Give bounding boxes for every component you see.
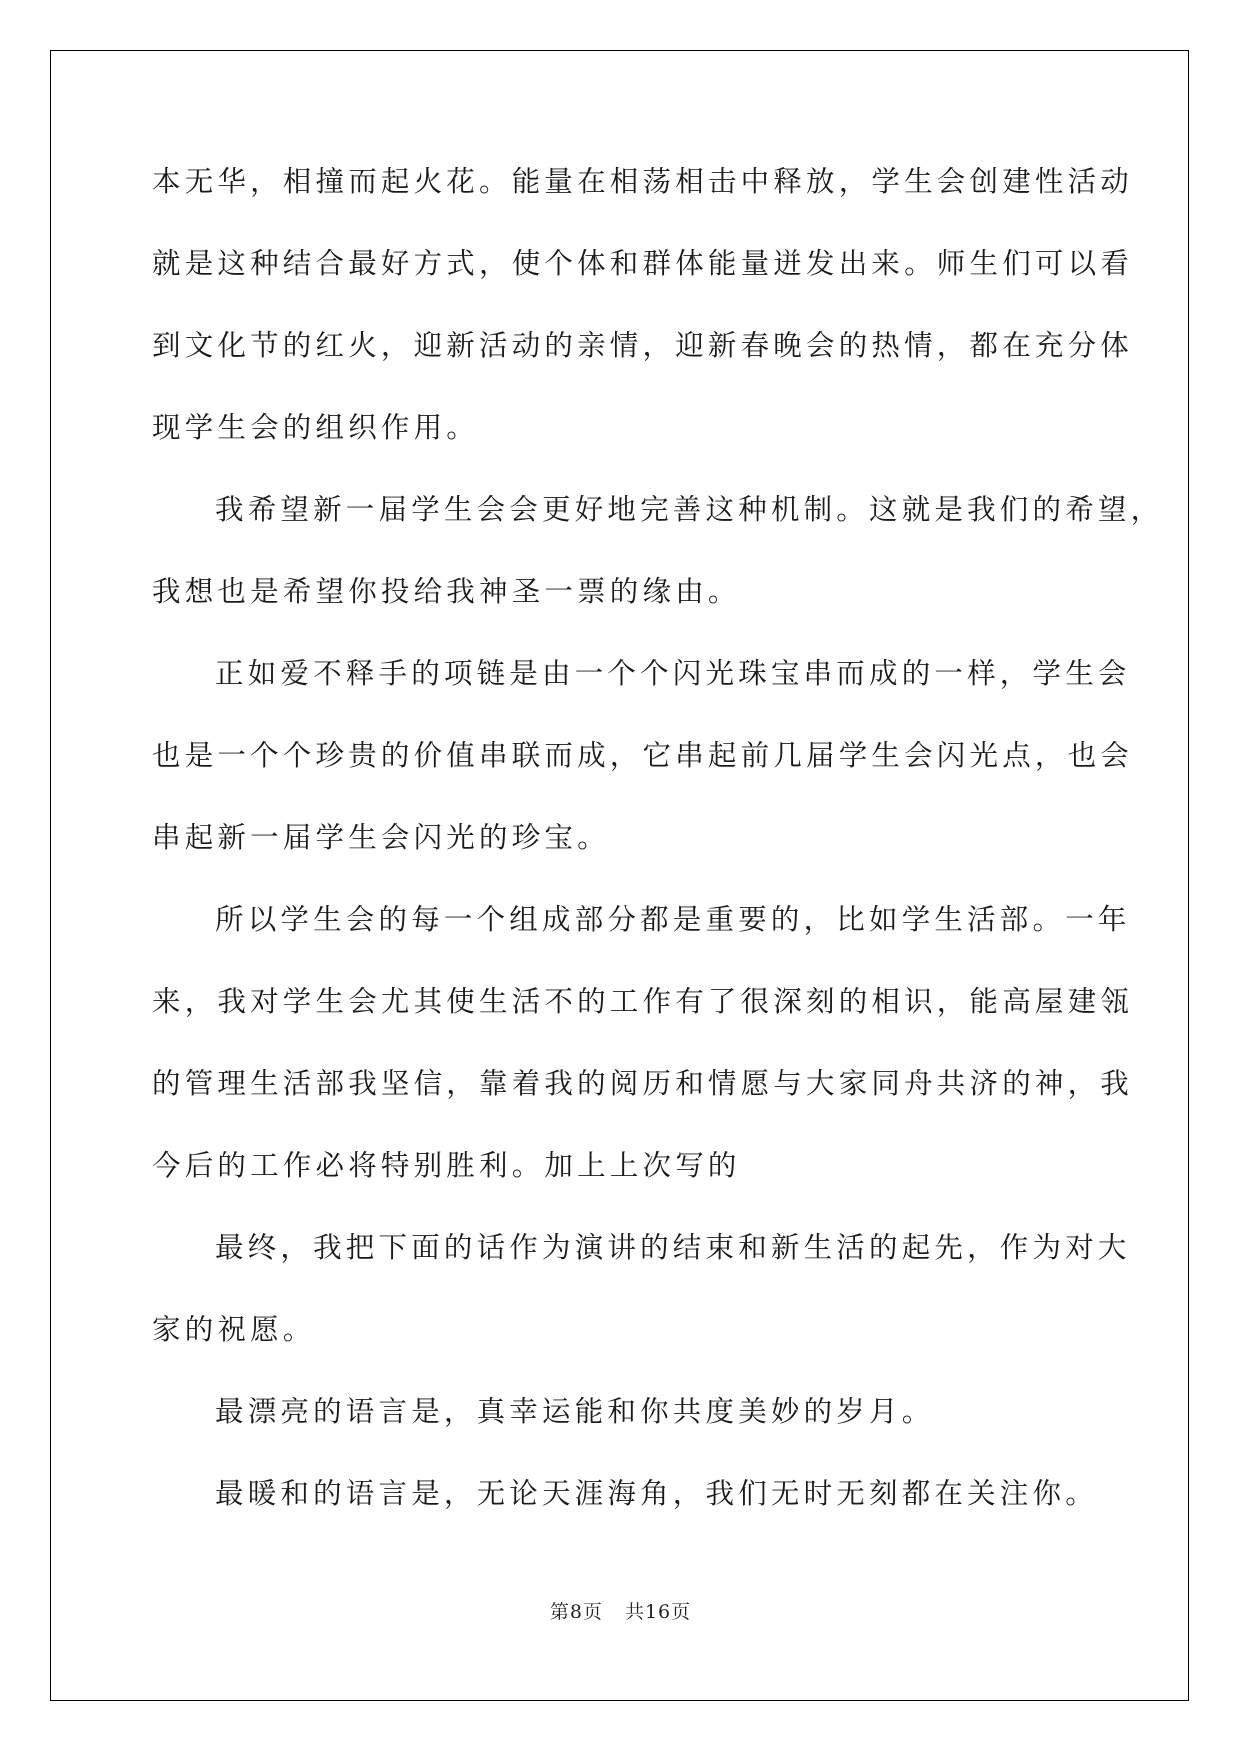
text-line: 家的祝愿。 [152,1313,316,1346]
total-page-count: 共16页 [624,1601,692,1623]
text-line: 我想也是希望你投给我神圣一票的缘由。 [152,575,741,608]
text-line: 到文化节的红火，迎新活动的亲情，迎新春晚会的热情，都在充分体 [152,329,1134,362]
text-line: 来，我对学生会尤其使生活不的工作有了很深刻的相识，能高屋建瓴 [152,985,1134,1018]
page-footer [0,1597,1241,1624]
text-line: 今后的工作必将特别胜利。加上上次写的 [152,1149,741,1182]
text-line: 正如爱不释手的项链是由一个个闪光珠宝串而成的一样，学生会 [215,657,1131,690]
text-line: 所以学生会的每一个组成部分都是重要的，比如学生活部。一年 [215,903,1131,936]
text-line: 最暖和的语言是，无论天涯海角，我们无时无刻都在关注你。 [215,1477,1098,1510]
text-line: 串起新一届学生会闪光的珍宝。 [152,821,610,854]
text-line: 最终，我把下面的话作为演讲的结束和新生活的起先，作为对大 [215,1231,1131,1264]
current-page-number: 第8页 [549,1601,603,1623]
text-line: 现学生会的组织作用。 [152,411,480,444]
text-line: 就是这种结合最好方式，使个体和群体能量迸发出来。师生们可以看 [152,247,1134,280]
text-line: 最漂亮的语言是，真幸运能和你共度美妙的岁月。 [215,1395,935,1428]
text-line: 的管理生活部我坚信，靠着我的阅历和情愿与大家同舟共济的神，我 [152,1067,1134,1100]
text-line: 也是一个个珍贵的价值串联而成，它串起前几届学生会闪光点，也会 [152,739,1134,772]
document-body [152,156,1164,1550]
text-line: 本无华，相撞而起火花。能量在相荡相击中释放，学生会创建性活动 [152,165,1134,198]
text-line: 我希望新一届学生会会更好地完善这种机制。这就是我们的希望， [215,493,1164,526]
